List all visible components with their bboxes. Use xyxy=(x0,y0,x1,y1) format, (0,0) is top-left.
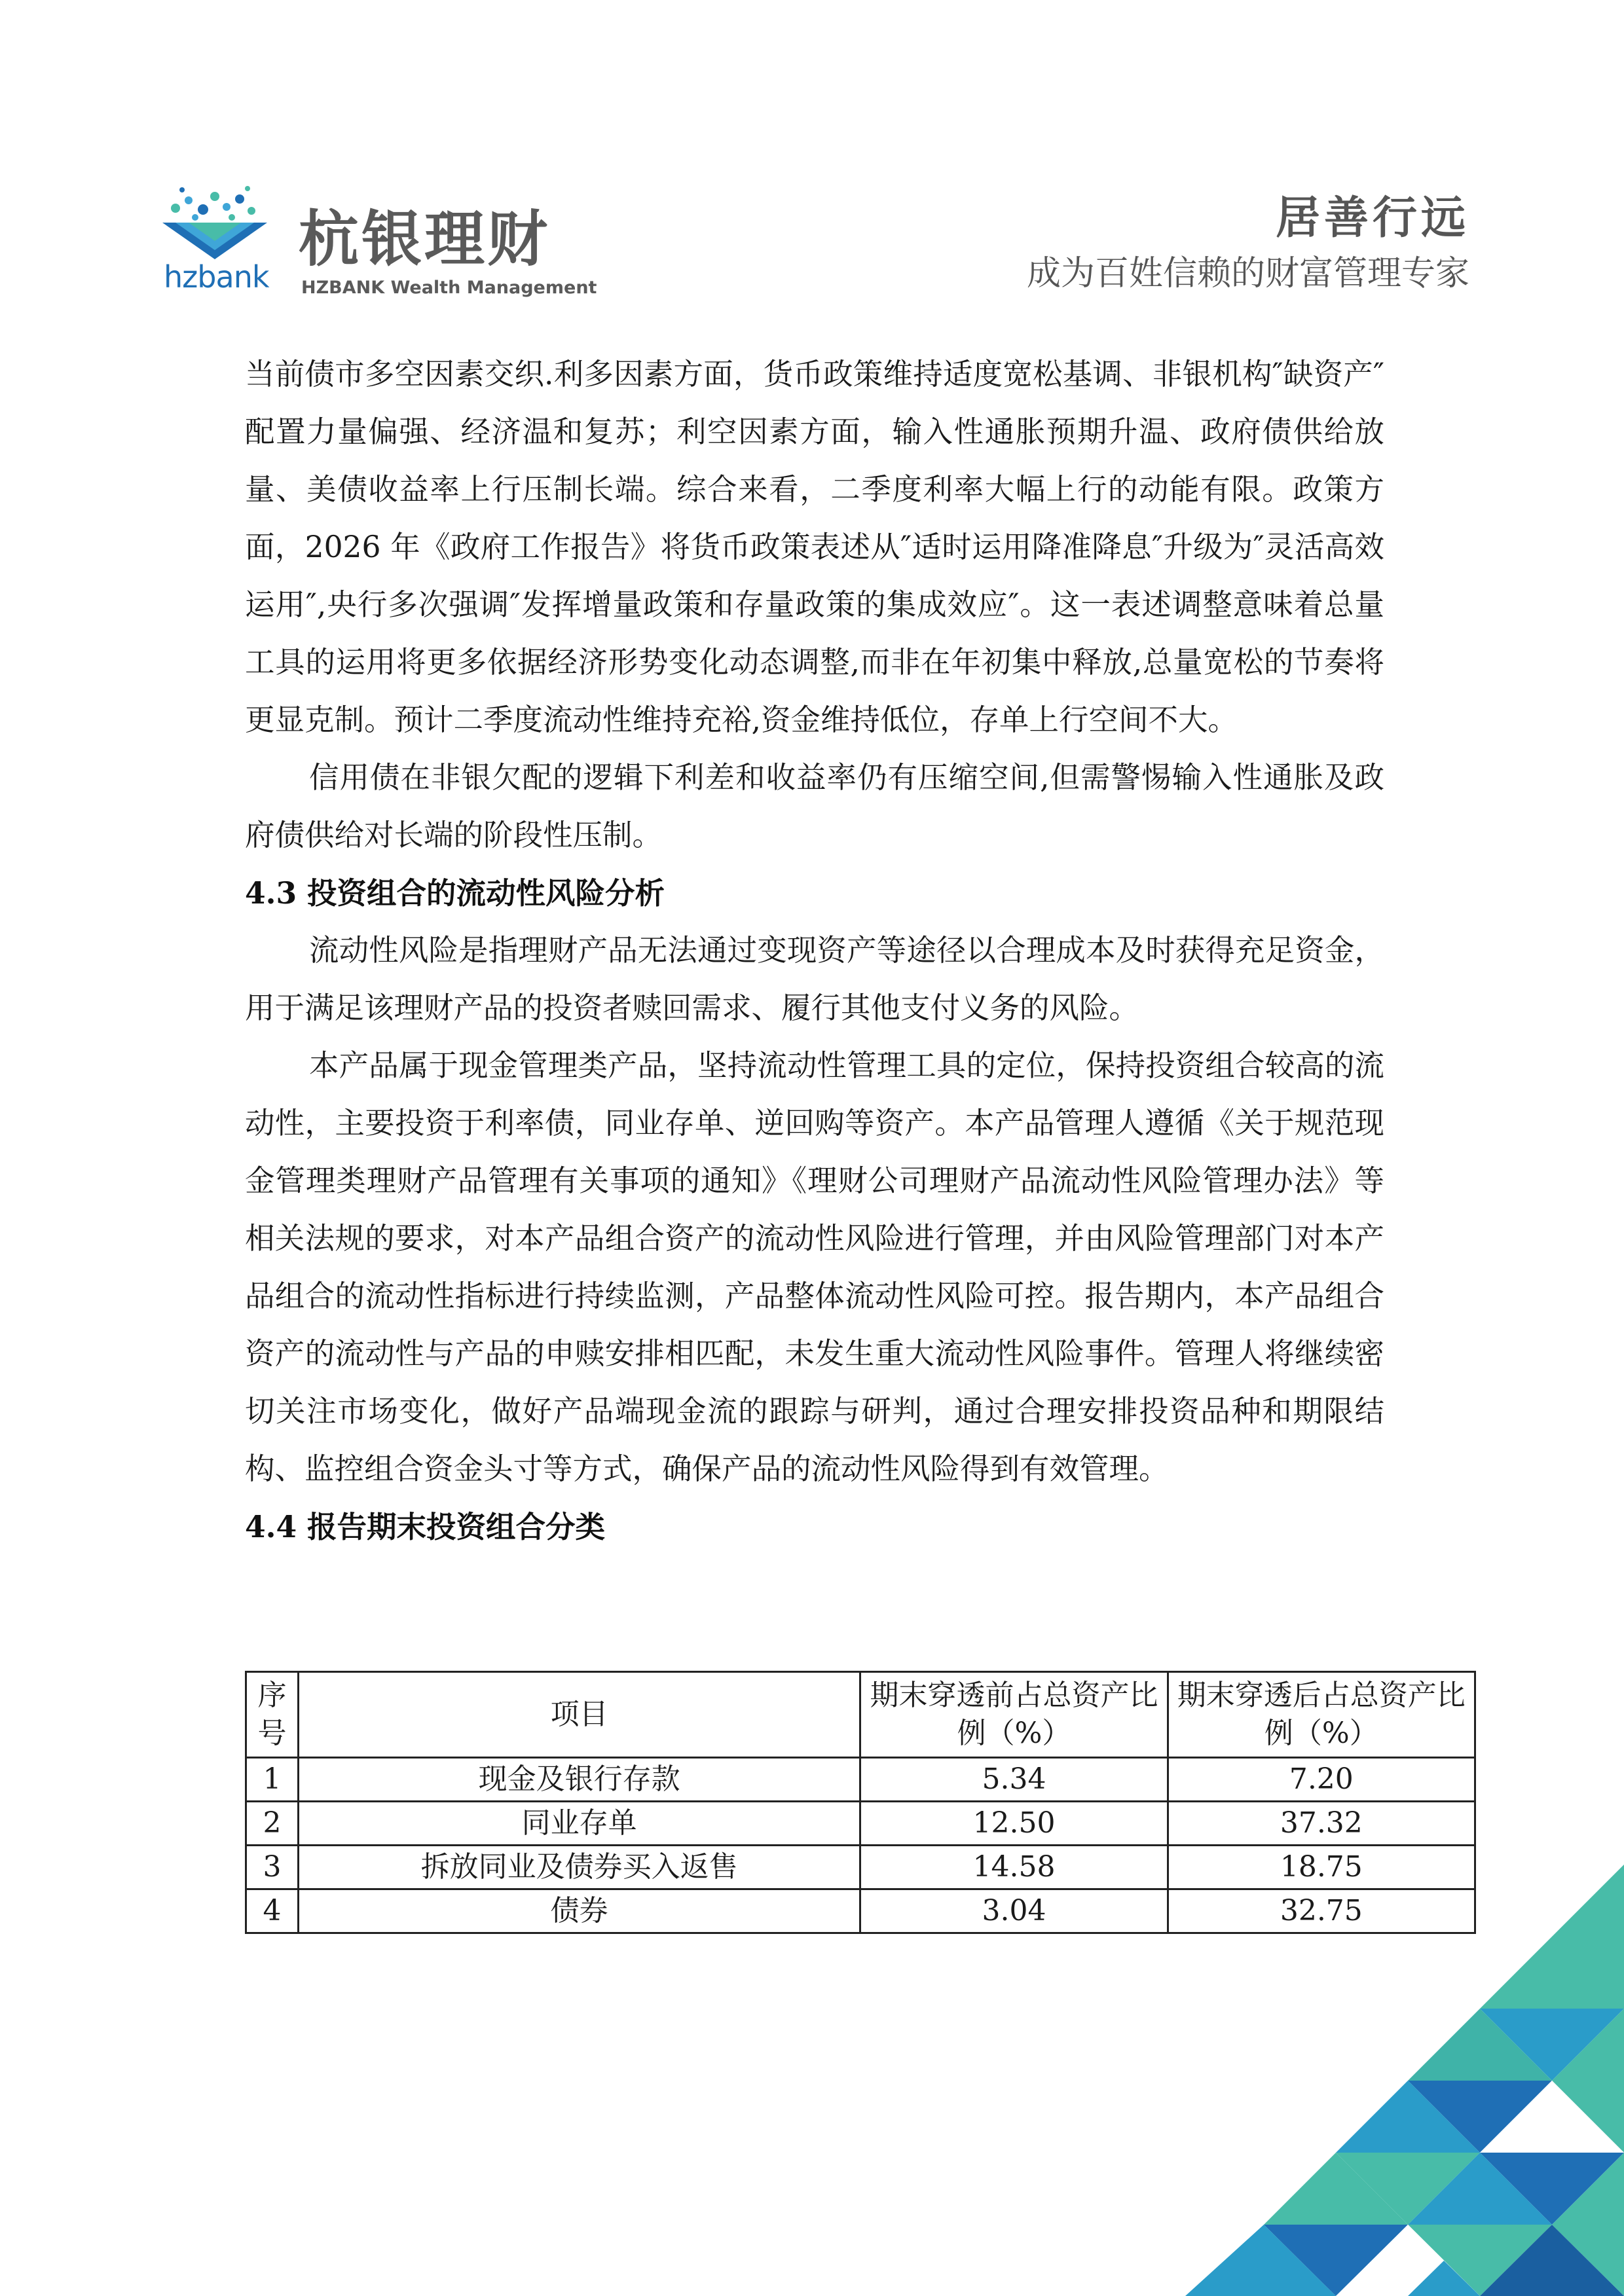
table-row xyxy=(246,1802,1475,1846)
row-post-ratio: 37.32 xyxy=(1168,1802,1475,1846)
header-pre-ratio: 期末穿透前占总资产比例（%） xyxy=(860,1672,1168,1758)
row-pre-ratio: 5.34 xyxy=(860,1758,1168,1802)
hzbank-logo xyxy=(149,182,608,306)
paragraph-credit-bonds: 信用债在非银欠配的逻辑下利差和收益率仍有压缩空间,但需警惕输入性通胀及政府债供给对长端的阶段性压制。 xyxy=(245,760,1384,852)
row-post-ratio: 18.75 xyxy=(1168,1846,1475,1889)
section-heading-4-3: 4.3 投资组合的流动性风险分析 xyxy=(245,875,665,911)
row-no: 1 xyxy=(246,1758,299,1802)
row-pre-ratio: 14.58 xyxy=(860,1846,1168,1889)
row-no: 4 xyxy=(246,1889,299,1933)
corner-triangle-decoration xyxy=(1185,1865,1624,2296)
report-body xyxy=(245,346,1384,1556)
row-post-ratio: 7.20 xyxy=(1168,1758,1475,1802)
hzbank-wordmark: hzbank xyxy=(164,259,269,295)
row-pre-ratio: 3.04 xyxy=(860,1889,1168,1933)
table-row xyxy=(246,1758,1475,1802)
header-item: 项目 xyxy=(298,1672,860,1758)
page-header xyxy=(0,0,1624,327)
section-heading-4-4: 4.4 报告期末投资组合分类 xyxy=(245,1509,605,1544)
row-item: 现金及银行存款 xyxy=(298,1758,860,1802)
row-no: 3 xyxy=(246,1846,299,1889)
row-item: 同业存单 xyxy=(298,1802,860,1846)
paragraph-liquidity-definition: 流动性风险是指理财产品无法通过变现资产等途径以合理成本及时获得充足资金，用于满足该理财产品的投资者赎回需求、履行其他支付义务的风险。 xyxy=(245,933,1384,1025)
paragraph-liquidity-management: 本产品属于现金管理类产品，坚持流动性管理工具的定位，保持投资组合较高的流动性，主要投资于利率债，同业存单、逆回购等资产。本产品管理人遵循《关于规范现金管理类理财产品管理有关事项的通知》《理财公司理财产品流动性风险管理办法》等相关法规的要求，对本产品组合资产的流动性风险进行管理，并由风险管理部门对本产品组合的流动性指标进行持续监测，产品整体流动性风险可控。报告期内，本产品组合资产的流动性与产品的申赎安排相匹配，未发生重大流动性风险事件。管理人将继续密切关注市场变化，做好产品端现金流的跟踪与研判，通过合理安排投资品种和期限结构、监控组合资金头寸等方式，确保产品的流动性风险得到有效管理。 xyxy=(245,1048,1384,1486)
brand-name-en: HZBANK Wealth Management xyxy=(301,278,597,298)
row-post-ratio: 32.75 xyxy=(1168,1889,1475,1933)
paragraph-market-outlook: 当前债市多空因素交织.利多因素方面，货币政策维持适度宽松基调、非银机构″缺资产″配置力量偏强、经济温和复苏；利空因素方面，输入性通胀预期升温、政府债供给放量、美债收益率上行压制长端。综合来看，二季度利率大幅上行的动能有限。政策方面，2026 年《政府工作报告》将货币政策表述从″适时运用降准降息″升级为″灵活高效运用″,央行多次强调″发挥增量政策和存量政策的集成效应″。这一表述调整意味着总量工具的运用将更多依据经济形势变化动态调整,而非在年初集中释放,总量宽松的节奏将更显克制。预计二季度流动性维持充裕,资金维持低位，存单上行空间不大。 xyxy=(245,357,1384,737)
slogan-title: 居善行远 xyxy=(1275,192,1469,244)
row-no: 2 xyxy=(246,1802,299,1846)
slogan-subtitle: 成为百姓信赖的财富管理专家 xyxy=(1026,254,1469,293)
header-post-ratio: 期末穿透后占总资产比例（%） xyxy=(1168,1672,1475,1758)
table-header-row xyxy=(246,1672,1475,1758)
brand-name-cn: 杭银理财 xyxy=(299,204,551,274)
row-item: 债券 xyxy=(298,1889,860,1933)
header-no: 序号 xyxy=(246,1672,299,1758)
row-pre-ratio: 12.50 xyxy=(860,1802,1168,1846)
row-item: 拆放同业及债券买入返售 xyxy=(298,1846,860,1889)
